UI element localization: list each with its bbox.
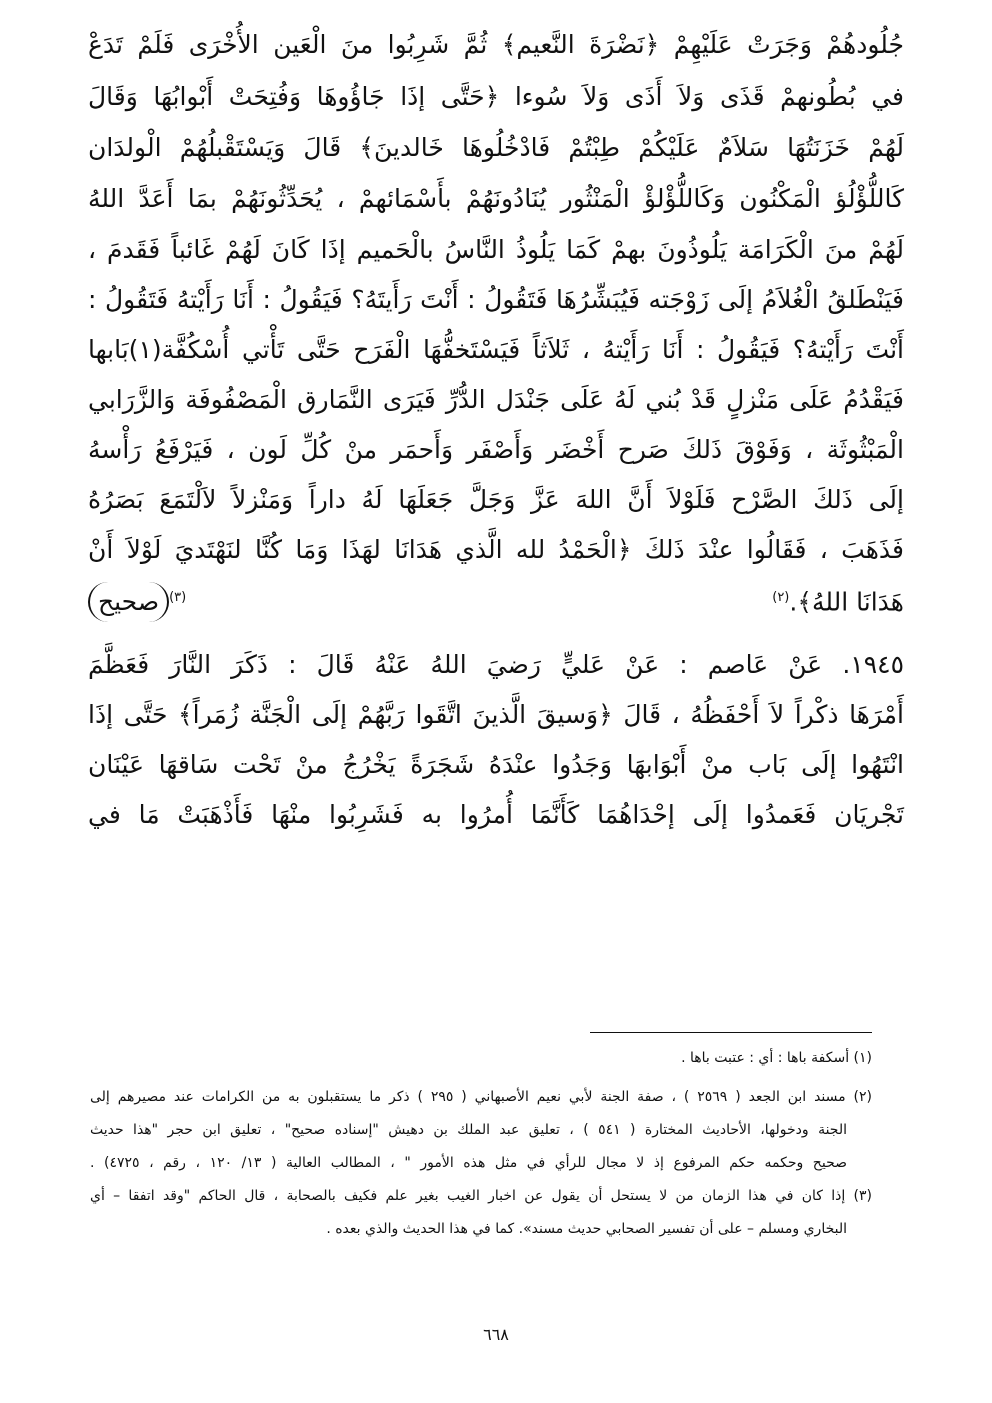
text-line: في بُطُونهمْ قَذَى وَلاَ أَذَى وَلاَ سُوءا ﴿حَتَّى إذَا جَاؤُوهَا وَفُتِحَتْ أَبْوابُهَا وَقَالَ	[88, 82, 904, 111]
text-line: الْمَبْثُوثَة ، وَفَوْقَ ذَلكَ صَرح أَخْضَر وَأَصْفَر وَأَحمَر منْ كُلِّ لَون ، فَيَرْفَعُ رَأْسهُ	[88, 435, 904, 464]
footnote: (٢) مسند ابن الجعد ( ٢٥٦٩ ) ، صفة الجنة لأبي نعيم الأصبهاني ( ٢٩٥ ) ذكر ما يستقبلون به من الكرامات عند مصيرهم إلى	[90, 1089, 872, 1105]
text-line: فَيَنْطَلقُ الْغُلاَمُ إلَى زَوْجَته فَيُبَشِّرُهَا فَتَقُولُ : أَنْتَ رَأَيتَهُ؟ فَيَقُولُ : أَنَا رَأَيْتهُ فَتَقُولُ :	[88, 285, 904, 314]
footnote: (٣) إذا كان في هذا الزمان من لا يستحل أن يقول عن اخبار الغيب بغير علم فكيف بالصحابة ، قال الحاكم "وقد اتفقا – أي	[90, 1188, 872, 1204]
footnote: صحيح وحكمه حكم المرفوع إذ لا مجال للرأي في مثل هذه الأمور " ، المطالب العالية ( ١٣/ ١٢٠ ، رقم ، ٤٧٢٥) .	[90, 1155, 847, 1171]
text-line: أَمْرَهَا ذكْراً لاَ أَحْفَظُهُ ، قَالَ ﴿وَسيقَ الَّذينَ اتَّقَوا رَبَّهُمْ إلَى الْجَنَّة زُمَراً﴾ حَتَّى إذَا	[88, 700, 904, 729]
text-line: ١٩٤٥. عَنْ عَاصم : عَنْ عَليٍّ رَضيَ اللهُ عَنْهُ قَالَ : ذَكَرَ النَّارَ فَعَظَّمَ	[88, 650, 904, 679]
page-number: ٦٦٨	[483, 1325, 509, 1344]
text-line: فَيَقْدُمُ عَلَى مَنْزلٍ قَدْ بُني لَهُ عَلَى جَنْدَل الدُّرِّ فَيَرَى النَّمَارق الْمَصْفُوفَة وَالزَّرَابي	[88, 385, 904, 414]
text-line: كَاللُّؤْلُؤ الْمَكْنُون وَكَاللُّؤْلؤْ الْمَنْثُور يُنَادُونَهُمْ بأَسْمَائهمْ ، يُحَدِّثُونَهُمْ بمَا أَعَدَّ اللهُ	[88, 184, 904, 213]
last-line-text	[772, 578, 904, 622]
text-line: أَنْتَ رَأَيْتهُ؟ فَيَقُولُ : أَنَا رَأَيْتهُ ، ثَلاَثاً فَيَسْتَخفُّهَا الْفَرَح حَتَّى تَأْتي أُسْكُفَّة(١)بَابها	[88, 335, 904, 364]
text-line-last	[88, 578, 904, 618]
footnote-ref: (٣)	[169, 590, 187, 605]
text-line: لَهُمْ منَ الْكَرَامَة يَلُوذُونَ بهمْ كَمَا يَلُوذُ النَّاسُ بالْحَميم إذَا كَانَ لَهُمْ غَائباً فَقَدمَ ،	[88, 235, 904, 264]
grade-label	[88, 578, 186, 622]
footnote: البخاري ومسلم – على أن تفسير الصحابي حديث مسند». كما في هذا الحديث والذي بعده .	[326, 1221, 847, 1237]
text-line: فَذَهَبَ ، فَقَالُوا عنْدَ ذَلكَ ﴿الْحَمْدُ لله الَّذي هَدَانَا لهَذَا وَمَا كُنَّا لنَهْتَديَ لَوْلاَ أَنْ	[88, 535, 904, 564]
footnote: (١) أسكفة باها : أي : عتبت باها .	[681, 1050, 872, 1066]
verse-end: هَدَانَا اللهُ﴾.	[789, 587, 904, 617]
footnote-ref: (٢)	[772, 590, 790, 605]
text-line: انْتَهُوا إلَى بَاب منْ أَبْوَابهَا وَجَدُوا عنْدَهُ شَجَرَةً يَخْرُجُ منْ تَحْت سَاقهَا عَيْنَان	[88, 750, 904, 779]
footnote: الجنة ودخولها، الأحاديث المختارة ( ٥٤١ ) ، تعليق عبد الملك بن دهيش "إسناده صحيح" ، تعليق ابن حجر "هذا حديث	[90, 1122, 847, 1138]
grade-badge: صحيح	[88, 582, 169, 622]
text-line: جُلُودهُمْ وَجَرَتْ عَلَيْهِمْ ﴿نَضْرَةَ النَّعيم﴾ ثُمَّ شَرِبُوا منَ الْعَين الأُخْرَى فَلَمْ تَدَعْ	[88, 30, 904, 59]
text-line: إلَى ذَلكَ الصَّرْح فَلَوْلاَ أَنَّ اللهَ عَزَّ وَجَلَّ جَعَلَهَا لَهُ داراً وَمَنْزلاً لاَلْتَمَعَ بَصَرُهُ	[88, 485, 904, 514]
text-line: لَهُمْ خَزَنَتُهَا سَلاَمٌ عَلَيْكُمْ طِبْتُمْ فَادْخُلُوهَا خَالدينَ﴾ قَالَ وَيَسْتَقْبلُهُمْ الْولدَان	[88, 133, 904, 162]
footnote-divider	[590, 1032, 872, 1033]
text-line: تَجْريَان فَعَمدُوا إلَى إحْدَاهُمَا كَأَنَّمَا أُمرُوا به فَشَرِبُوا منْهَا فَأَذْهَبَتْ مَا في	[88, 800, 904, 829]
